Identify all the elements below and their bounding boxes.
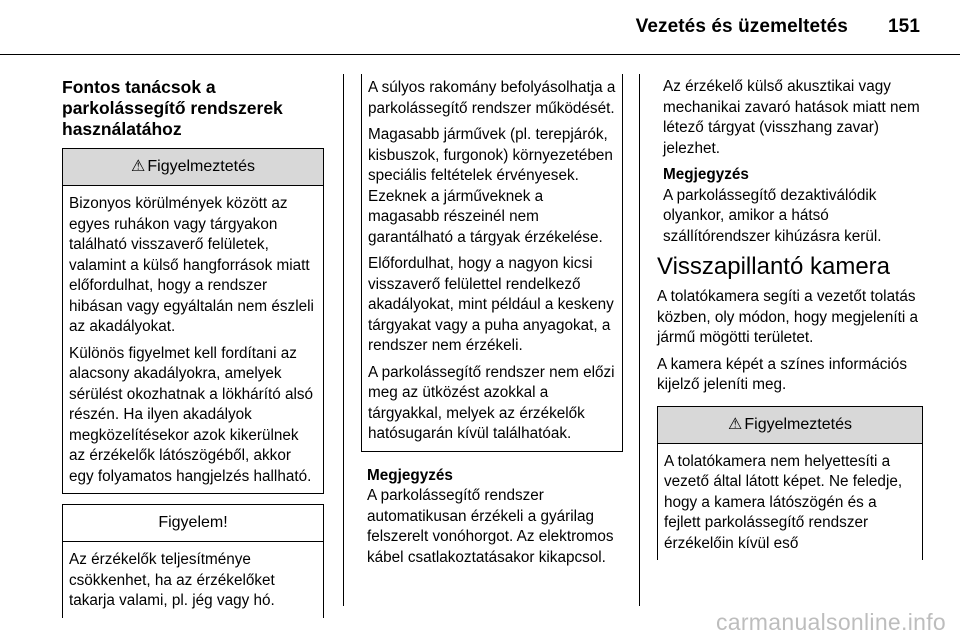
caution-text: Az érzékelők teljesítménye csökkenhet, ha az érzékelőket takarja valami, pl. jég vagy hó. — [69, 551, 275, 609]
note-block — [361, 466, 623, 569]
page-number: 151 — [887, 16, 920, 37]
caution-box — [62, 504, 324, 618]
section-title: Visszapillantó kamera — [657, 253, 891, 280]
warning-box — [62, 148, 324, 494]
header-rule — [0, 54, 960, 55]
column-1 — [62, 77, 324, 618]
warning-triangle-icon: ⚠ — [728, 415, 743, 433]
warning-box — [657, 406, 923, 561]
continued-warning-box — [361, 74, 623, 452]
box-text-1: A súlyos rakomány befolyásolhatja a parkolássegítő rendszer működését. — [368, 79, 616, 117]
column-3 — [657, 77, 923, 560]
watermark: carmanualsonline.info — [715, 609, 946, 635]
warning-box-body — [658, 444, 922, 561]
note-heading: Megjegyzés — [663, 166, 749, 183]
note-text: A parkolássegítő dezaktiválódik olyankor, amikor a hátsó szállítórendszer kihúzásra kerül. — [663, 186, 882, 245]
section-heading: Fontos tanácsok a parkolássegítő rendszerek használatához — [62, 77, 283, 139]
caution-box-header: Figyelem! — [63, 505, 323, 542]
warning-text-2: Különös figyelmet kell fordítani az alacsony akadályokra, amelyek sérülést okozhatnak a lökhárító alsó részén. Ha ilyen akadályok megközelítésekor azok kikerülnek az érzékelők látószögéből, akkor egy folyamatos hangjelzés hallható. — [69, 344, 314, 485]
warning-text: A tolatókamera nem helyettesíti a vezető által látott képet. Ne feledje, hogy a kamera látószögén és a fejlett parkolássegítő rendszer érzékelőin kívül eső — [664, 452, 903, 552]
page-header — [636, 16, 920, 38]
warning-label: Figyelmeztetés — [744, 415, 852, 433]
column-divider-1 — [343, 74, 344, 606]
note-block — [657, 165, 923, 247]
header-title: Vezetés és üzemeltetés — [635, 16, 848, 37]
body-text-2: A tolatókamera segíti a vezetőt tolatás közben, oly módon, hogy megjeleníti a jármű mögötti területet. — [657, 288, 919, 346]
continued-warning-body — [362, 74, 622, 451]
column-2 — [361, 74, 623, 568]
warning-box-body — [63, 186, 323, 493]
box-text-4: A parkolássegítő rendszer nem előzi meg az ütközést azokkal a tárgyakkal, melyek az érzékelők hatósugarán kívül találhatóak. — [368, 363, 615, 442]
warning-triangle-icon: ⚠ — [131, 158, 146, 175]
note-heading: Megjegyzés — [367, 466, 453, 484]
warning-text-1: Bizonyos körülmények között az egyes ruhákon vagy tárgyakon található visszaverő felületek, valamint a külső hangforrások miatt előfordulhat, hogy a rendszer hibásan vagy egyáltalán nem észleli az akadályokat. — [69, 195, 314, 335]
column-divider-2 — [639, 74, 640, 606]
note-text: A parkolássegítő rendszer automatikusan érzékeli a gyárilag felszerelt vonóhorgot. Az elektromos kábel csatlakoztatásakor kikapcsol. — [367, 487, 614, 566]
warning-label: Figyelmeztetés — [147, 158, 255, 175]
box-text-2: Magasabb járművek (pl. terepjárók, kisbuszok, furgonok) környezetében speciális feltételek érvényesek. Ezeknek a járműveknek a magasabb részeinél nem garantálható a tárgyak érzékelése. — [368, 126, 613, 246]
warning-box-header — [658, 407, 922, 444]
body-text-1: Az érzékelő külső akusztikai vagy mechanikai zavaró hatások miatt nem létező tárgyat (visszhang zavar) jelezhet. — [663, 78, 920, 157]
box-text-3: Előfordulhat, hogy a nagyon kicsi visszaverő felülettel rendelkező akadályokat, mint például a keskeny tárgyakat vagy a puha anyagokat, a rendszer nem érzékeli. — [368, 255, 614, 354]
warning-box-header — [63, 149, 323, 186]
caution-box-body — [63, 542, 323, 618]
body-text-3: A kamera képét a színes információs kijelző jeleníti meg. — [657, 355, 907, 393]
